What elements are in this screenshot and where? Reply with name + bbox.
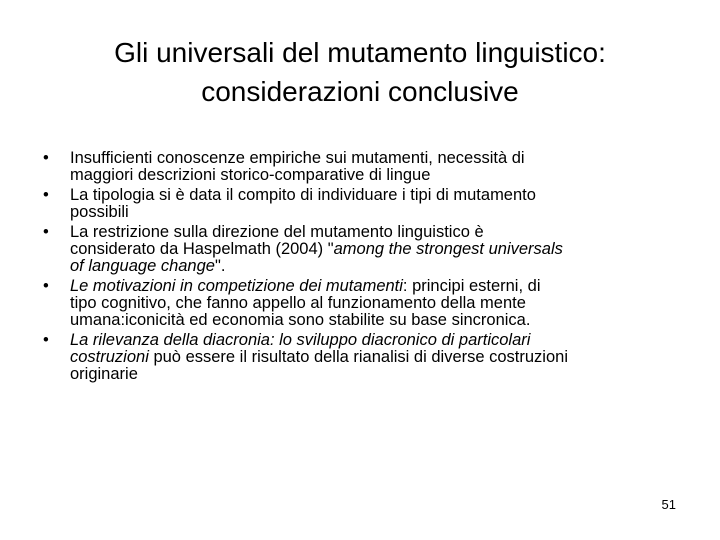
bullet-text: considerato da Haspelmath (2004) " bbox=[70, 240, 334, 258]
bullet-line bbox=[70, 187, 680, 204]
bullet-item bbox=[0, 332, 680, 383]
bullet-text: La tipologia si è data il compito di individuare i tipi di mutamento bbox=[70, 186, 536, 204]
bullet-italic-text: La rilevanza della diacronia: lo sviluppo diacronico di particolari bbox=[70, 331, 531, 349]
bullet-text: umana:iconicità ed economia sono stabilite su base sincronica. bbox=[70, 311, 531, 329]
bullet-text: Insufficienti conoscenze empiriche sui mutamenti, necessità di bbox=[70, 149, 525, 167]
bullet-dot-icon: • bbox=[43, 277, 49, 295]
bullet-italic-text: costruzioni bbox=[70, 348, 149, 366]
bullet-line bbox=[70, 224, 680, 241]
slide-title-line: Gli universali del mutamento linguistico: bbox=[114, 37, 606, 68]
bullet-list bbox=[0, 150, 720, 386]
bullet-line bbox=[70, 366, 680, 383]
bullet-line bbox=[70, 258, 680, 275]
slide-title bbox=[0, 33, 720, 111]
bullet-text: originarie bbox=[70, 365, 138, 383]
bullet-line bbox=[70, 349, 680, 366]
bullet-italic-text: among the strongest universals bbox=[333, 240, 563, 258]
bullet-text: tipo cognitivo, che fanno appello al funzionamento della mente bbox=[70, 294, 526, 312]
bullet-text: : principi esterni, di bbox=[402, 277, 541, 295]
bullet-text: maggiori descrizioni storico-comparative di lingue bbox=[70, 166, 431, 184]
bullet-item bbox=[0, 224, 680, 275]
bullet-line bbox=[70, 332, 680, 349]
bullet-text: può essere il risultato della rianalisi di diverse costruzioni bbox=[148, 348, 568, 366]
slide-title-line: considerazioni conclusive bbox=[201, 76, 519, 107]
bullet-line bbox=[70, 150, 680, 167]
bullet-dot-icon: • bbox=[43, 331, 49, 349]
bullet-item bbox=[0, 187, 680, 221]
bullet-text: possibili bbox=[70, 203, 129, 221]
bullet-text: La restrizione sulla direzione del mutamento linguistico è bbox=[70, 223, 484, 241]
bullet-dot-icon: • bbox=[43, 186, 49, 204]
bullet-item bbox=[0, 278, 680, 329]
bullet-italic-text: Le motivazioni in competizione dei mutamenti bbox=[70, 277, 403, 295]
bullet-dot-icon: • bbox=[43, 149, 49, 167]
bullet-line bbox=[70, 312, 680, 329]
bullet-text: ". bbox=[214, 257, 226, 275]
bullet-line bbox=[70, 278, 680, 295]
bullet-line bbox=[70, 167, 680, 184]
bullet-italic-text: of language change bbox=[70, 257, 215, 275]
bullet-item bbox=[0, 150, 680, 184]
bullet-line bbox=[70, 295, 680, 312]
page-number: 51 bbox=[661, 497, 676, 512]
bullet-dot-icon: • bbox=[43, 223, 49, 241]
bullet-line bbox=[70, 204, 680, 221]
bullet-line bbox=[70, 241, 680, 258]
